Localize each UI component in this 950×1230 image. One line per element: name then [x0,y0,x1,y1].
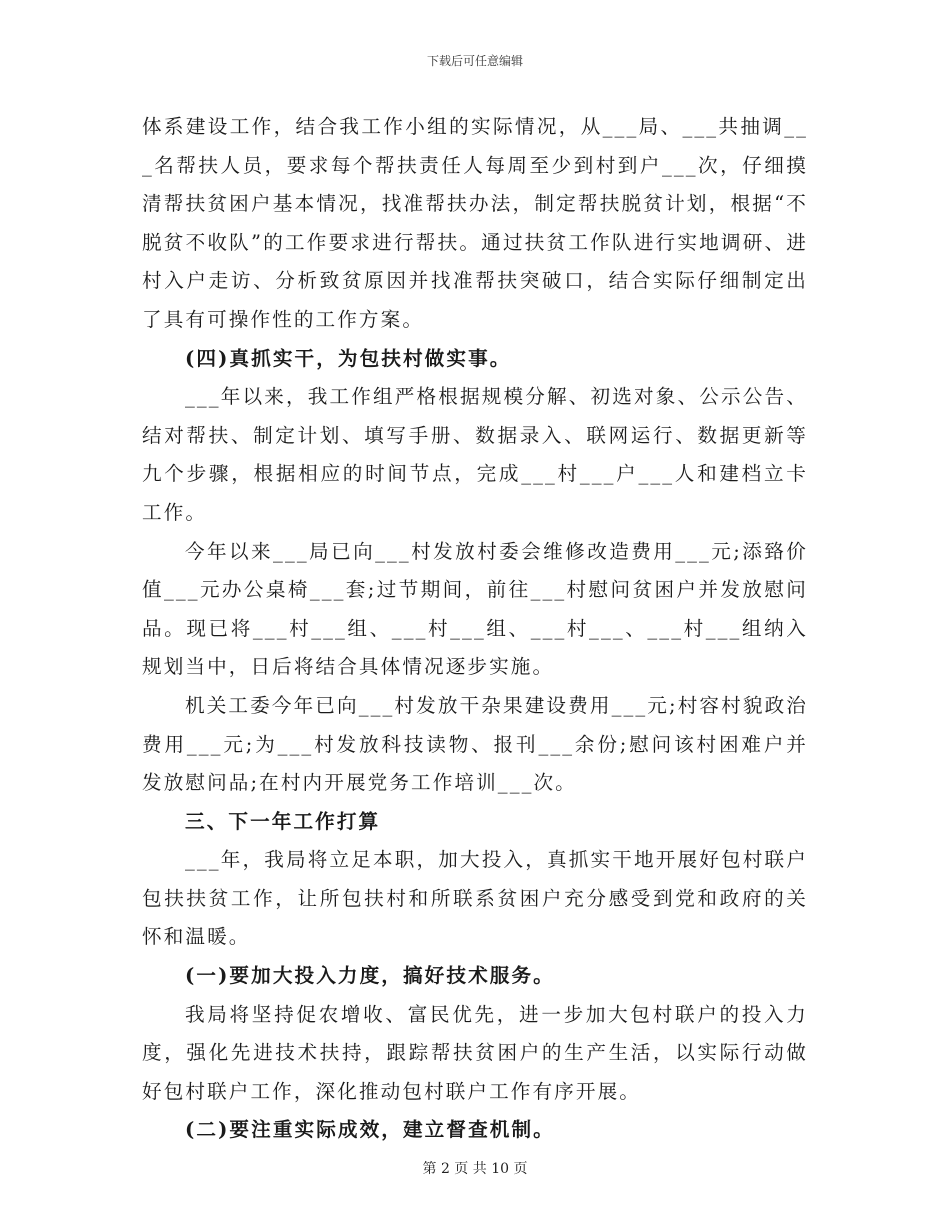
paragraph: ___年，我局将立足本职，加大投入，真抓实干地开展好包村联户包扶扶贫工作，让所包扶村和所联系贫困户充分感受到党和政府的关怀和温暖。 [142,848,808,949]
page-header: 下载后可任意编辑 [426,54,523,68]
section-heading-4: (四)真抓实干，为包扶村做实事。 [185,346,512,370]
paragraph: ___年以来，我工作组严格根据规模分解、初选对象、公示公告、结对帮扶、制定计划、填写手册、数据录入、联网运行、数据更新等九个步骤，根据相应的时间节点，完成___村___户___人和建档立卡工作。 [142,385,808,524]
subsection-heading-1: (一)要加大投入力度，搞好技术服务。 [185,964,555,988]
document-body [142,108,808,1150]
section-heading-3: 三、下一年工作打算 [185,809,381,833]
paragraph: 我局将坚持促农增收、富民优先，进一步加大包村联户的投入力度，强化先进技术扶持，跟踪帮扶贫困户的生产生活，以实际行动做好包村联户工作，深化推动包村联户工作有序开展。 [142,1002,808,1103]
page-number: 第 2 页 共 10 页 [422,1161,528,1177]
paragraph-continued: 体系建设工作，结合我工作小组的实际情况，从___局、___共抽调___名帮扶人员，要求每个帮扶责任人每周至少到村到户___次，仔细摸清帮扶贫困户基本情况，找准帮扶办法，制定帮扶脱贫计划，根据“不脱贫不收队”的工作要求进行帮扶。通过扶贫工作队进行实地调研、进村入户走访、分析致贫原因并找准帮扶突破口，结合实际仔细制定出了具有可操作性的工作方案。 [142,115,808,331]
subsection-heading-2: (二)要注重实际成效，建立督查机制。 [185,1118,555,1142]
paragraph: 今年以来___局已向___村发放村委会维修改造费用___元;添臵价值___元办公桌椅___套;过节期间，前往___村慰问贫困户并发放慰问品。现已将___村___组、___村___组、___村___、___村___组纳入规划当中，日后将结合具体情况逐步实施。 [142,539,808,679]
paragraph: 机关工委今年已向___村发放干杂果建设费用___元;村容村貌政治费用___元;为___村发放科技读物、报刊___余份;慰问该村困难户并发放慰问品;在村内开展党务工作培训___次。 [142,693,808,795]
